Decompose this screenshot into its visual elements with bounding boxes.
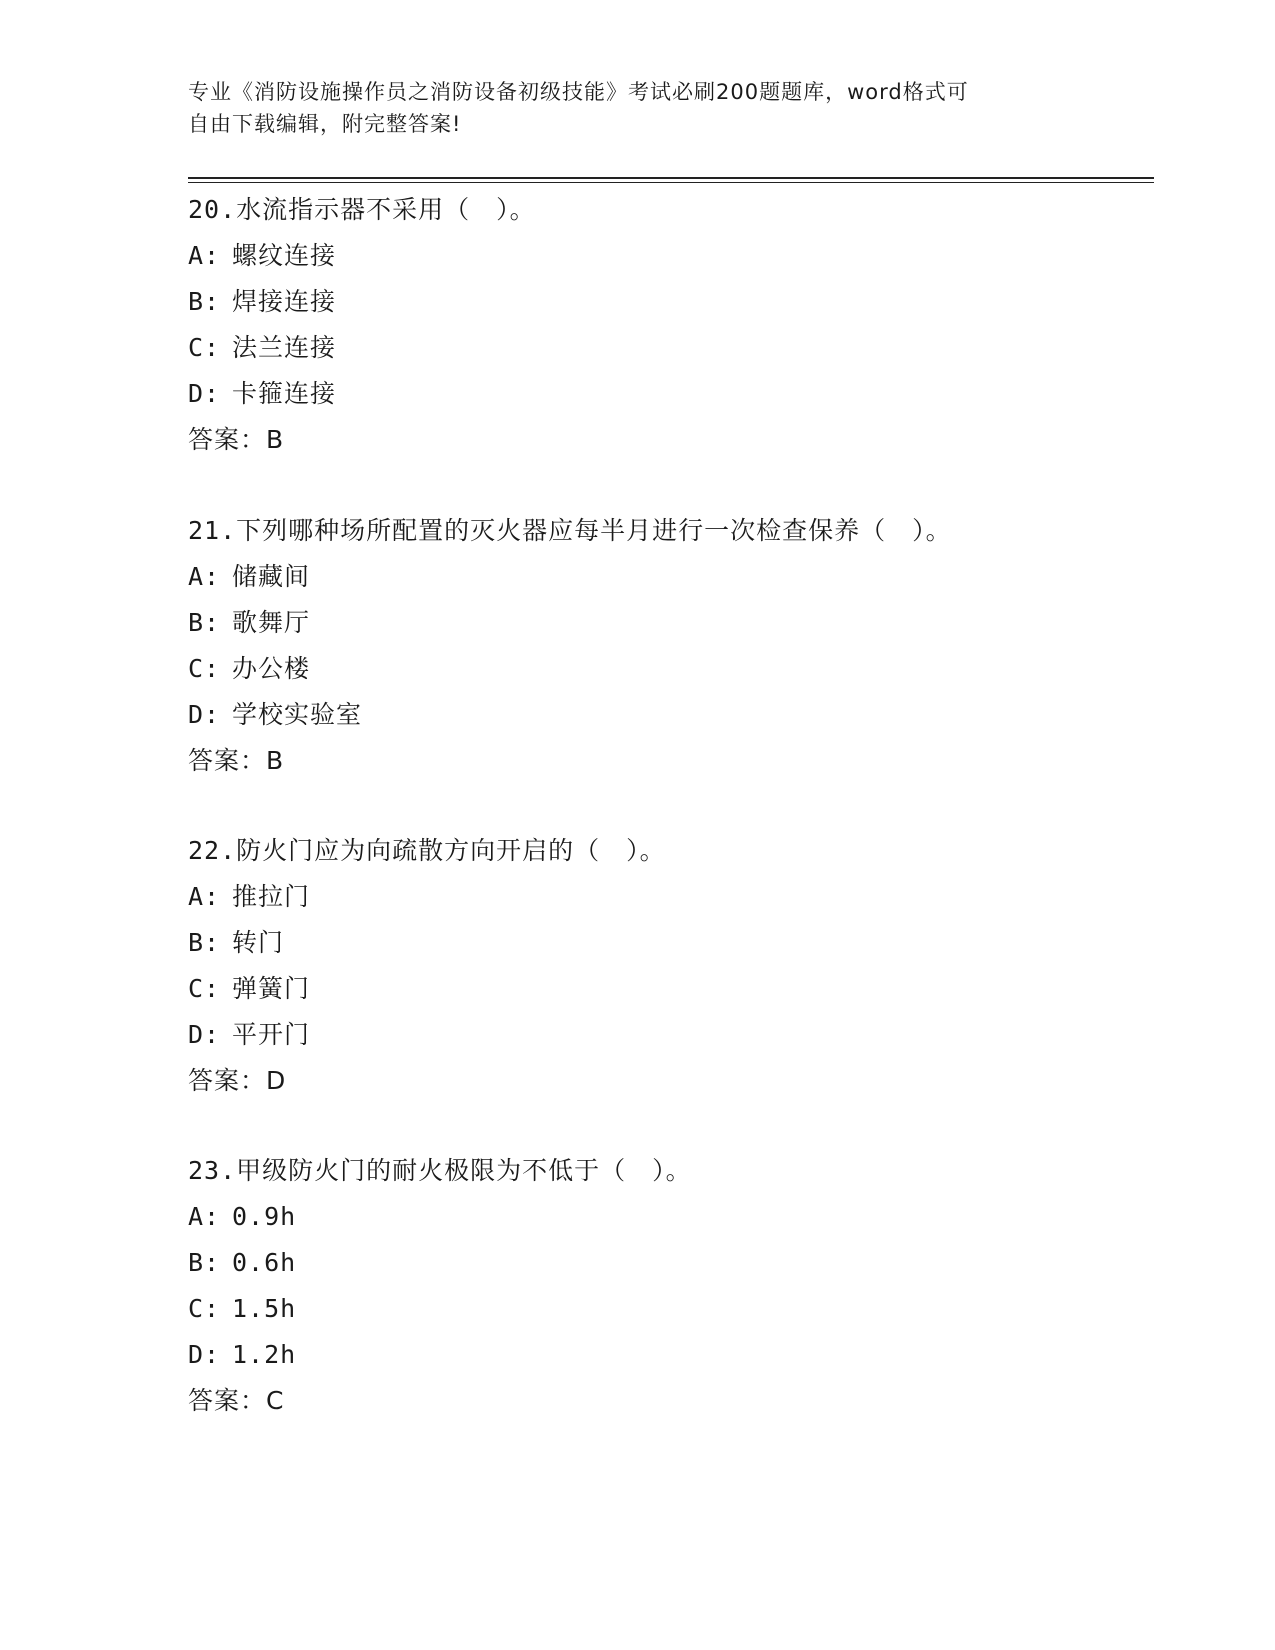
option-letter: D: [188, 700, 221, 729]
option-b [188, 1240, 1148, 1286]
header-divider-thick [188, 177, 1154, 179]
option-letter: C: [188, 974, 221, 1003]
option-text: 弹簧门 [232, 974, 311, 1003]
option-letter: B: [188, 608, 221, 637]
option-c [188, 325, 1148, 371]
question-stem: 22.防火门应为向疏散方向开启的（ ）。 [188, 836, 666, 865]
option-text: 储藏间 [232, 562, 311, 591]
option-letter: D: [188, 1020, 221, 1049]
option-letter: A: [188, 562, 221, 591]
option-letter: B: [188, 287, 221, 316]
option-b [188, 279, 1148, 325]
option-letter: C: [188, 1294, 221, 1323]
header-divider-thin [188, 182, 1154, 183]
option-a [188, 1194, 1148, 1240]
header-line-1: 专业《消防设施操作员之消防设备初级技能》考试必刷200题题库，word格式可 [188, 80, 969, 104]
question-block [188, 828, 1148, 1104]
option-b [188, 600, 1148, 646]
option-text: 螺纹连接 [232, 241, 337, 270]
option-d [188, 1012, 1148, 1058]
option-b [188, 920, 1148, 966]
answer-line: 答案：C [188, 1386, 285, 1415]
answer-line: 答案：D [188, 1066, 287, 1095]
option-d [188, 692, 1148, 738]
option-a [188, 874, 1148, 920]
option-d [188, 371, 1148, 417]
question-block [188, 508, 1148, 784]
option-text: 1.5h [232, 1294, 297, 1323]
option-a [188, 233, 1148, 279]
option-text: 焊接连接 [232, 287, 337, 316]
question-block [188, 1148, 1148, 1424]
option-letter: D: [188, 1340, 221, 1369]
document-header [188, 76, 1088, 140]
option-text: 卡箍连接 [232, 379, 337, 408]
option-letter: C: [188, 333, 221, 362]
option-letter: A: [188, 882, 221, 911]
option-text: 学校实验室 [232, 700, 363, 729]
option-text: 办公楼 [232, 654, 311, 683]
question-block [188, 187, 1148, 463]
question-stem: 23.甲级防火门的耐火极限为不低于（ ）。 [188, 1156, 692, 1185]
option-text: 转门 [232, 928, 285, 957]
option-letter: B: [188, 1248, 221, 1277]
option-d [188, 1332, 1148, 1378]
option-text: 1.2h [232, 1340, 297, 1369]
option-letter: D: [188, 379, 221, 408]
option-letter: A: [188, 1202, 221, 1231]
option-letter: B: [188, 928, 221, 957]
option-c [188, 646, 1148, 692]
option-letter: A: [188, 241, 221, 270]
header-line-2: 自由下载编辑，附完整答案! [188, 112, 462, 136]
question-stem: 20.水流指示器不采用（ ）。 [188, 195, 536, 224]
answer-line: 答案：B [188, 425, 285, 454]
question-stem: 21.下列哪种场所配置的灭火器应每半月进行一次检查保养（ ）。 [188, 516, 952, 545]
option-text: 0.9h [232, 1202, 297, 1231]
option-a [188, 554, 1148, 600]
option-text: 0.6h [232, 1248, 297, 1277]
answer-line: 答案：B [188, 746, 285, 775]
option-c [188, 966, 1148, 1012]
option-text: 推拉门 [232, 882, 311, 911]
option-text: 法兰连接 [232, 333, 337, 362]
option-c [188, 1286, 1148, 1332]
option-text: 歌舞厅 [232, 608, 311, 637]
option-letter: C: [188, 654, 221, 683]
option-text: 平开门 [232, 1020, 311, 1049]
